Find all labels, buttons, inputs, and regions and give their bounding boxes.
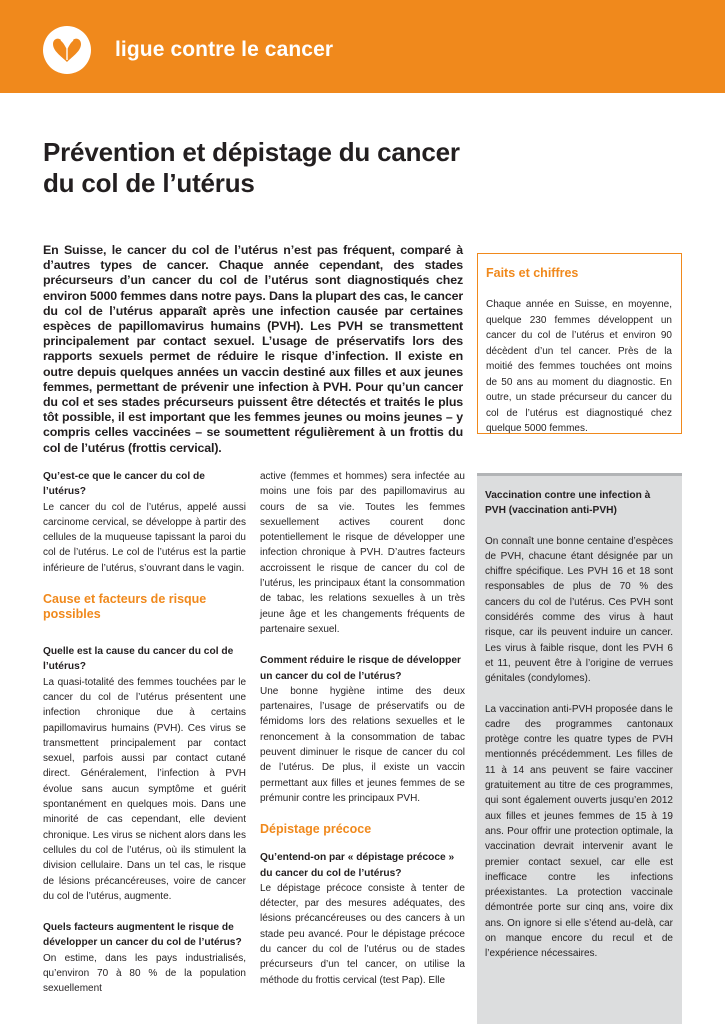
intro-paragraph: En Suisse, le cancer du col de l’utérus n’est pas fréquent, comparé à d’autres types de cancer. Chaque année cependant, des stades précurseurs d’un cancer du col de l’utérus sont diagnostiqués chez environ 5000 femmes dans notre pays. Dans la plupart des cas, le cancer du col de l’utérus apparaît après une infection causée par certaines espèces de papillomavirus humains (PVH). Les PVH se transmettent principalement par contact sexuel. L’usage de préservatifs lors des rapports sexuels permet de réduire le risque d’infection. Il existe en outre depuis quelques années un vaccin destiné aux filles et aux jeunes femmes, permettant de prévenir une infection à PVH. Pour qu’un cancer du col et ses stades précurseurs puissent être détectés et traités le plus tôt possible, il est important que les femmes jeunes ou moins jeunes – y compris celles vaccinées – se soumettent régulièrement à un frottis du col de l’utérus (frottis cervical). [43, 243, 463, 455]
question-early-detection: Qu’entend-on par « dépistage précoce » du cancer du col de l’utérus? [260, 852, 455, 879]
answer-factors: On estime, dans les pays industrialisés, qu’environ 70 à 80 % de la population sexuellement [43, 952, 246, 995]
facts-box [477, 253, 682, 434]
header-banner [0, 0, 725, 93]
answer-cause: La quasi-totalité des femmes touchées par le cancer du col de l’utérus présentent une infection chronique due à certains papillomavirus humains (PVH). Ces virus se transmettent principalement par contact sexuel, parfois aussi par contact cutané direct. Généralement, l’infection à PVH évolue sans aucun symptôme et guérit spontanément en quelques mois. Dans une minorité de cas cependant, elle devient chronique. Les virus se nichent alors dans les cellules du col de l’utérus, où ils stimulent la division cellulaire. Dans un tel cas, le risque de lésions précancéreuses, voire de cancer du col de l’utérus, augmente. [43, 676, 246, 902]
page-title [43, 137, 643, 199]
facts-text: Chaque année en Suisse, en moyenne, quelque 230 femmes développent un cancer du col de l’utérus et environ 90 décèdent d’un tel cancer. Près de la moitié des femmes touchées ont moins de 50 ans au moment du diagnostic. En outre, un stade précurseur du cancer du col de l’utérus est diagnostiqué chez quelque 5000 femmes. [486, 299, 672, 434]
section-early-detection: Dépistage précoce [260, 822, 372, 837]
org-name: ligue contre le cancer [115, 38, 334, 61]
question-cause: Quelle est la cause du cancer du col de l’utérus? [43, 646, 234, 673]
answer-what-is: Le cancer du col de l’utérus, appelé aussi carcinome cervical, se développe à partir des cellules de la muqueuse tapissant la paroi du col de l’utérus. Le col de l’utérus est la partie inférieure de l’utérus, s’ouvrant dans le vagin. [43, 501, 246, 574]
question-reduce-risk: Comment réduire le risque de développer un cancer du col de l’utérus? [260, 655, 461, 682]
question-what-is: Qu’est-ce que le cancer du col de l’utérus? [43, 471, 205, 498]
section-risk-factors: Cause et facteurs de risque possibles [43, 592, 207, 622]
vaccination-box [477, 473, 682, 1024]
answer-reduce-risk: Une bonne hygiène intime des deux partenaires, l’usage de préservatifs ou de fémidoms lors des relations sexuelles et le renoncement à la consommation de tabac peuvent diminuer le risque de cancer du col de l’utérus. De plus, il existe un vaccin permettant aux filles et jeunes femmes de se prémunir contre les principaux PVH. [260, 685, 465, 804]
question-factors: Quels facteurs augmentent le risque de développer un cancer du col de l’utérus? [43, 922, 242, 949]
answer-factors-cont: active (femmes et hommes) sera infectée au moins une fois par des papillomavirus au cours de sa vie. Toutes les femmes sexuellement actives courent donc potentiellement le risque de développer une infection chronique à PVH. D’autres facteurs accroissent le risque de cancer du col de l’utérus, les principaux étant la consommation de tabac, les relations sexuelles à un très jeune âge et les changements fréquents de partenaire sexuel. [260, 471, 465, 635]
logo [43, 26, 91, 74]
column-1 [43, 469, 246, 997]
vaccination-heading: Vaccination contre une infection à PVH (vaccination anti-PVH) [485, 490, 651, 517]
heart-hands-icon [52, 36, 82, 64]
answer-early-detection: Le dépistage précoce consiste à tenter de détecter, par des mesures adéquates, des lésions précancéreuses ou des cancers à un stade peu avancé. Pour le dépistage précoce du cancer du col de l’utérus ou de stades précurseurs d’un tel cancer, on utilise la méthode du frottis cervical (test Pap). Elle [260, 882, 465, 986]
vaccination-text-1: On connaît une bonne centaine d’espèces de PVH, chacune étant désignée par un chiffre spécifique. Les PVH 16 et 18 sont responsables de plus de 70 % des cancers du col de l’utérus. Ces PVH sont considérés comme des virus à haut risque, car ils peuvent induire un cancer. Les virus à faible risque, dont les PVH 6 et 11, peuvent être à l’origine de verrues génitales (condylomes). [485, 535, 673, 685]
title-line-2: du col de l’utérus [43, 168, 255, 198]
vaccination-text-2: La vaccination anti-PVH proposée dans le cadre des programmes cantonaux protège contre les quatre types de PVH mentionnés précédemment. Les filles de 11 à 14 ans peuvent se faire vacciner gratuitement au titre de ces programmes, qui sont également ouverts jusqu’en 2012 aux filles et jeunes femmes de 15 à 19 ans. Pour offrir une protection optimale, la vaccination devrait intervenir avant le premier contact sexuel, car elle est inefficace contre les infections préexistantes. La protection vaccinale démontrée porte sur cinq ans, voire dix ans. On ignore si elle s’étend au-delà, car on manque encore du recul et de l’expérience nécessaires. [485, 703, 673, 960]
title-line-1: Prévention et dépistage du cancer [43, 137, 460, 167]
column-2 [260, 469, 465, 988]
facts-heading: Faits et chiffres [486, 266, 579, 280]
